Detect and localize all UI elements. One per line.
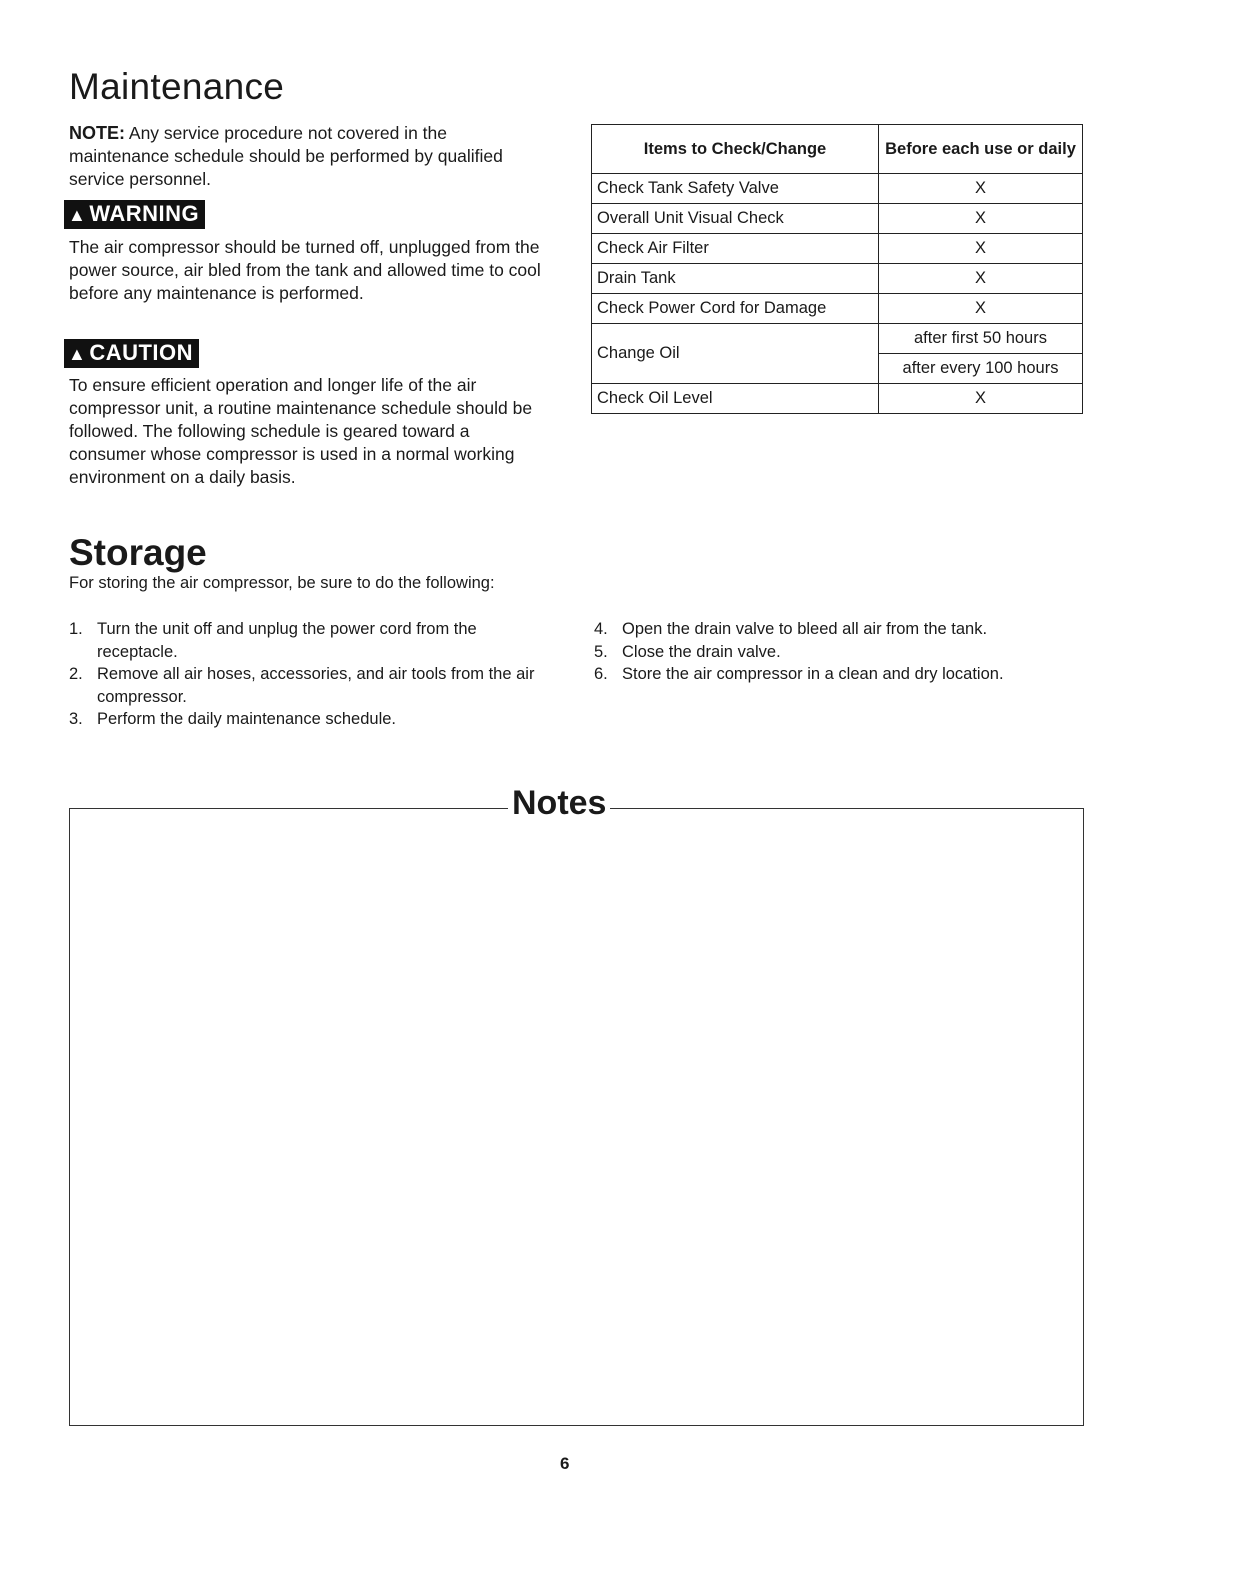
notes-title: Notes [508,784,610,823]
table-row [592,234,1083,264]
caution-label: CAUTION [89,340,194,365]
step-number: 6. [594,665,608,683]
page-number: 6 [560,1454,570,1473]
step-number: 1. [69,620,83,638]
list-item [594,618,1074,641]
caution-text: To ensure efficient operation and longer life of the air compressor unit, a routine maintenance schedule should be followed. The following schedule is geared toward a consumer whose compressor is used in a normal working environment on a daily basis. [69,375,533,487]
row-item: Check Air Filter [592,234,879,264]
table-row [592,264,1083,294]
row-value: X [879,174,1083,204]
table-header-row [592,125,1083,174]
maintenance-schedule-table [591,124,1083,414]
list-item [594,663,1074,686]
row-item: Check Oil Level [592,384,879,414]
maintenance-title: Maintenance [69,66,285,107]
table-row [592,324,1083,354]
row-value: X [879,204,1083,234]
table-row [592,384,1083,414]
row-value: X [879,384,1083,414]
storage-steps-right [594,618,1074,686]
list-item [69,663,549,708]
table-row [592,204,1083,234]
list-item [69,708,549,731]
step-text: Open the drain valve to bleed all air from the tank. [622,620,988,638]
step-text: Close the drain valve. [622,642,781,661]
row-value: after first 50 hours [879,324,1083,354]
step-number: 4. [594,620,608,638]
storage-title: Storage [69,532,207,573]
header-frequency: Before each use or daily [879,125,1083,174]
step-text: Remove all air hoses, accessories, and air tools from the air compressor. [97,665,535,706]
notes-box [69,808,1084,1426]
step-number: 3. [69,710,83,728]
list-item [69,618,549,663]
note-text: Any service procedure not covered in the maintenance schedule should be performed by qualified service personnel. [69,123,503,189]
row-item: Drain Tank [592,264,879,294]
warning-badge [64,200,205,229]
list-item [594,641,1074,664]
row-value: X [879,234,1083,264]
maintenance-note [69,122,549,191]
caution-badge [64,339,199,368]
row-item: Change Oil [592,324,879,384]
header-items: Items to Check/Change [592,125,879,174]
storage-steps-left [69,618,549,731]
row-item: Check Power Cord for Damage [592,294,879,324]
step-number: 5. [594,642,608,661]
row-item: Overall Unit Visual Check [592,204,879,234]
table-row [592,294,1083,324]
row-value-secondary: after every 100 hours [879,354,1083,384]
note-label: NOTE: [69,123,125,143]
warning-triangle-icon: ▲ [68,205,87,225]
table-row [592,174,1083,204]
storage-intro: For storing the air compressor, be sure to do the following: [69,574,495,592]
warning-text: The air compressor should be turned off, unplugged from the power source, air bled from the tank and allowed time to cool before any maintenance is performed. [69,237,541,303]
step-number: 2. [69,665,83,683]
warning-label: WARNING [89,201,200,226]
caution-triangle-icon: ▲ [68,344,87,364]
row-value: X [879,264,1083,294]
step-text: Perform the daily maintenance schedule. [97,710,396,728]
row-item: Check Tank Safety Valve [592,174,879,204]
step-text: Turn the unit off and unplug the power cord from the receptacle. [97,620,477,661]
row-value: X [879,294,1083,324]
step-text: Store the air compressor in a clean and dry location. [622,665,1004,683]
